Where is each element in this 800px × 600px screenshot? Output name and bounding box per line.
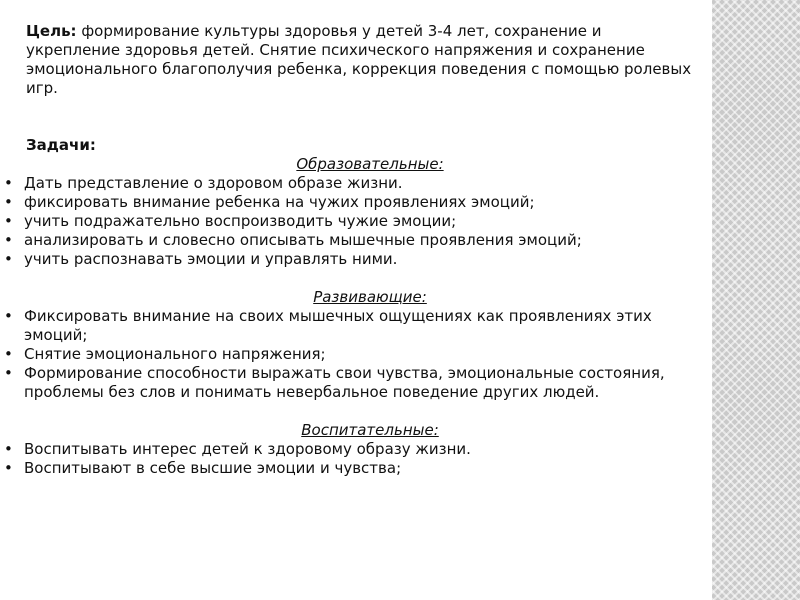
bullet-icon: • — [4, 364, 13, 382]
list-item: • учить распознавать эмоции и управлять ними. — [4, 250, 398, 268]
list-item: • анализировать и словесно описывать мышечные проявления эмоций; — [4, 231, 582, 249]
goal-paragraph — [26, 22, 694, 98]
list-item: • Воспитывать интерес детей к здоровому образу жизни. — [4, 440, 471, 458]
bullet-icon: • — [4, 212, 13, 230]
bullet-icon: • — [4, 307, 13, 325]
section-title-developmental: Развивающие: — [313, 288, 427, 306]
developmental-list — [0, 307, 700, 402]
bullet-icon: • — [4, 459, 13, 477]
bullet-icon: • — [4, 193, 13, 211]
list-item: • Формирование способности выражать свои чувства, эмоциональные состояния, проблемы без слов и понимать невербальное поведение других людей. — [4, 364, 665, 401]
list-item: • Дать представление о здоровом образе жизни. — [4, 174, 403, 192]
list-item: • фиксировать внимание ребенка на чужих проявлениях эмоций; — [4, 193, 535, 211]
list-item: • Фиксировать внимание на своих мышечных ощущениях как проявлениях этих эмоций; — [4, 307, 652, 344]
upbringing-list — [0, 440, 700, 478]
educational-list — [0, 174, 700, 269]
tasks-title: Задачи: — [26, 136, 96, 154]
section-title-educational: Образовательные: — [296, 155, 444, 173]
section-title-upbringing: Воспитательные: — [301, 421, 439, 439]
slide-content — [0, 22, 700, 478]
bullet-icon: • — [4, 250, 13, 268]
bullet-icon: • — [4, 231, 13, 249]
bullet-icon: • — [4, 174, 13, 192]
goal-text: формирование культуры здоровья у детей 3-4 лет, сохранение и укрепление здоровья детей. Снятие психического напряжения и сохранение эмоционального благополучия ребенка, коррекция поведения с помощью ролевых игр. — [26, 22, 692, 97]
decorative-side-panel — [712, 0, 800, 600]
list-item: • учить подражательно воспроизводить чужие эмоции; — [4, 212, 457, 230]
list-item: • Воспитывают в себе высшие эмоции и чувства; — [4, 459, 402, 477]
bullet-icon: • — [4, 440, 13, 458]
list-item: • Снятие эмоционального напряжения; — [4, 345, 326, 363]
goal-label: Цель: — [26, 22, 77, 40]
bullet-icon: • — [4, 345, 13, 363]
